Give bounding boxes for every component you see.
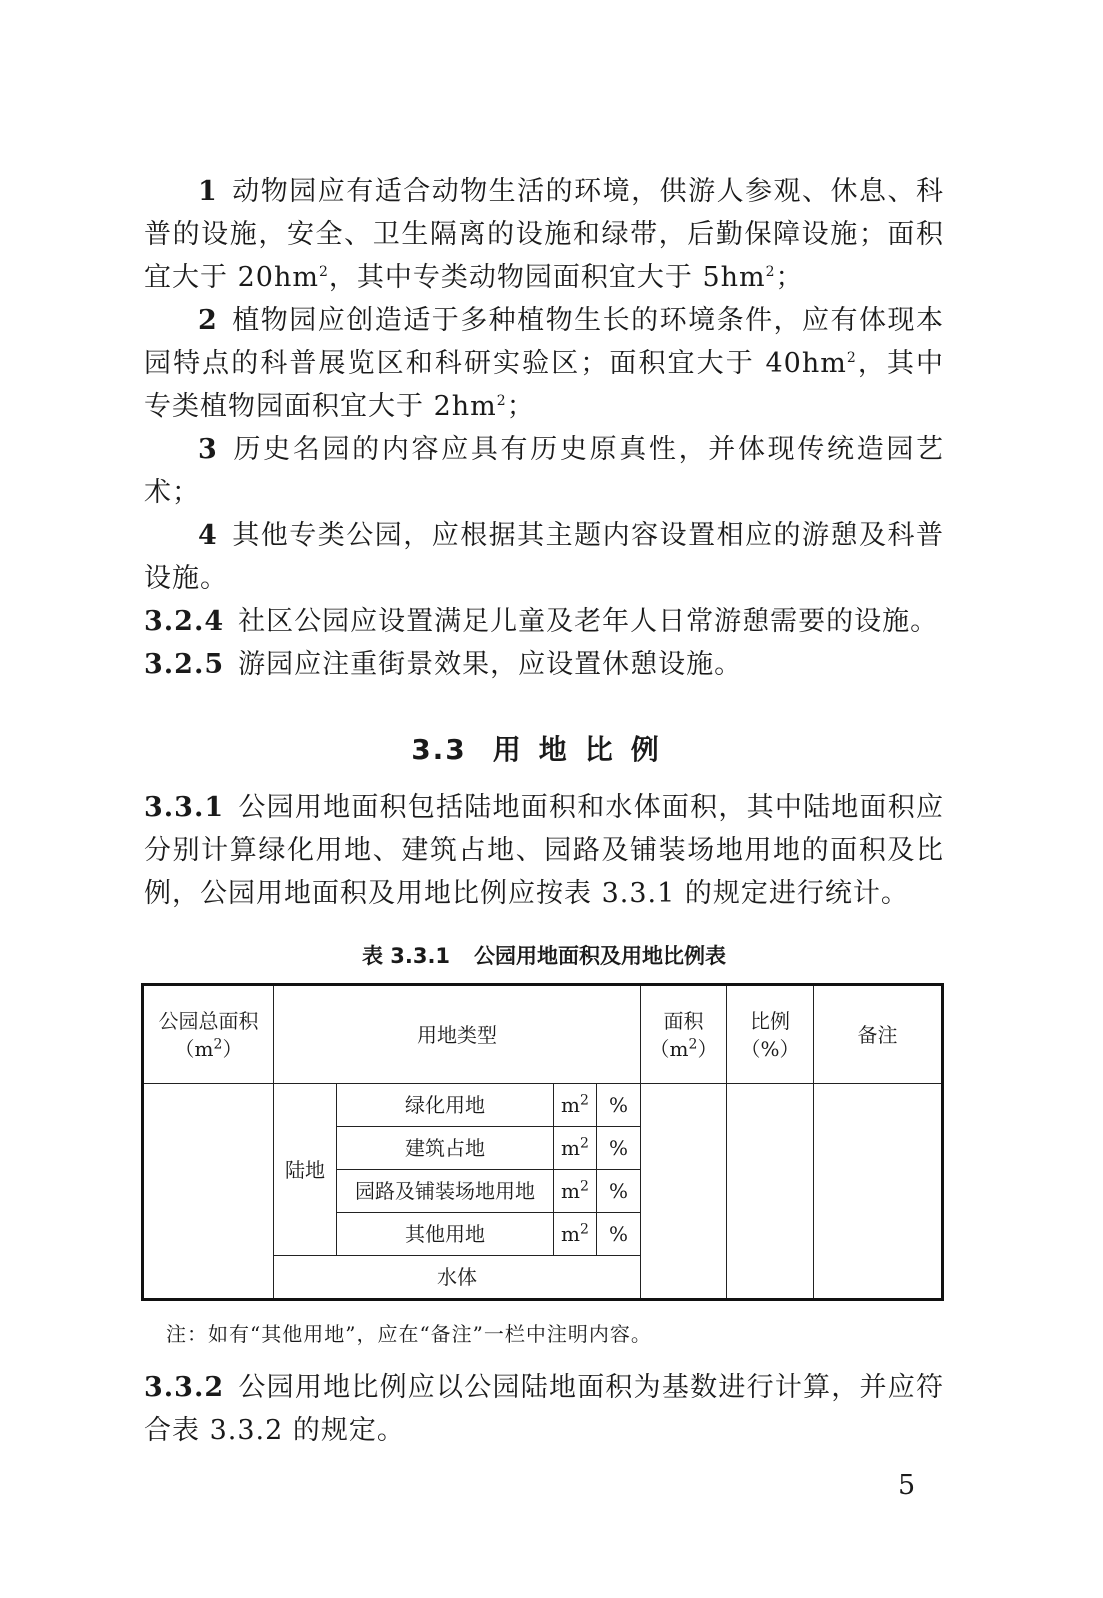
row-name: 其他用地 xyxy=(337,1213,554,1256)
row-name: 园路及铺装场地用地 xyxy=(337,1170,554,1213)
clause-3-2-5 xyxy=(144,643,944,686)
section-number: 3.3 xyxy=(411,733,467,766)
header-area xyxy=(641,985,727,1084)
clause-text: 社区公园应设置满足儿童及老年人日常游憩需要的设施。 xyxy=(238,606,939,637)
superscript: 2 xyxy=(318,264,329,280)
row-unit: $m^2$ xyxy=(554,1084,597,1127)
row-pct: % xyxy=(597,1213,641,1256)
list-text: 植物园应创造适于多种植物生长的环境条件，应有体现本园特点的科普展览区和科研实验区；面积宜大于 40hm xyxy=(144,305,944,379)
clause-number: 3.2.4 xyxy=(144,606,225,637)
page-number: 5 xyxy=(898,1470,916,1501)
clause-3-3-2 xyxy=(144,1366,944,1452)
clause-text: 游园应注重街景效果，应设置休憩设施。 xyxy=(238,649,743,680)
table-header-row xyxy=(143,985,943,1084)
remarks-value-cell xyxy=(814,1084,943,1300)
row-name: 绿化用地 xyxy=(337,1084,554,1127)
row-unit: $m^2$ xyxy=(554,1213,597,1256)
row-pct: % xyxy=(597,1127,641,1170)
header-unit: $(m^2)$ xyxy=(649,1035,718,1061)
list-block xyxy=(144,170,944,686)
clause-3-2-4 xyxy=(144,600,944,643)
water-label-cell: 水体 xyxy=(274,1256,641,1300)
list-text: 动物园应有适合动物生活的环境，供游人参观、休息、科普的设施，安全、卫生隔离的设施和绿带，后勤保障设施；面积宜大于 20hm xyxy=(144,176,944,293)
header-label: 比例 xyxy=(750,1008,790,1033)
header-total-area xyxy=(143,985,274,1084)
section-title-text: 用地比例 xyxy=(492,733,677,766)
section-heading xyxy=(144,728,944,768)
table-row xyxy=(143,1084,943,1127)
clause-block-331 xyxy=(144,786,944,915)
list-number: 3 xyxy=(198,434,218,465)
list-text: 其他专类公园，应根据其主题内容设置相应的游憩及科普设施。 xyxy=(144,520,944,594)
header-unit: $(m^2)$ xyxy=(174,1035,243,1061)
superscript: 2 xyxy=(765,264,776,280)
row-unit: $m^2$ xyxy=(554,1127,597,1170)
land-use-table xyxy=(141,983,944,1301)
clause-text: 公园用地比例应以公园陆地面积为基数进行计算，并应符合表 3.3.2 的规定。 xyxy=(144,1372,944,1446)
table-number: 表 3.3.1 xyxy=(361,944,451,968)
list-text: ； xyxy=(775,262,804,293)
superscript: 2 xyxy=(846,350,857,366)
list-number: 4 xyxy=(198,520,218,551)
clause-block-332 xyxy=(144,1366,944,1452)
clause-text: 公园用地面积包括陆地面积和水体面积，其中陆地面积应分别计算绿化用地、建筑占地、园路及铺装场地用地的面积及比例，公园用地面积及用地比例应按表 3.3.1 的规定进行统计。 xyxy=(144,792,944,909)
clause-number: 3.2.5 xyxy=(144,649,225,680)
list-number: 1 xyxy=(198,176,218,207)
list-text: ，其中专类植物园面积宜大于 2hm xyxy=(144,348,945,422)
list-text: 历史名园的内容应具有历史原真性，并体现传统造园艺术； xyxy=(144,434,944,508)
header-unit: （%） xyxy=(740,1036,800,1061)
list-text: ，其中专类动物园面积宜大于 5hm xyxy=(328,262,766,293)
table-note: 注：如有“其他用地”，应在“备注”一栏中注明内容。 xyxy=(166,1322,652,1346)
clause-number: 3.3.1 xyxy=(144,792,225,823)
list-item-1 xyxy=(144,170,944,299)
list-text: ； xyxy=(506,391,535,422)
area-value-cell xyxy=(641,1084,727,1300)
ratio-value-cell xyxy=(727,1084,814,1300)
row-name: 建筑占地 xyxy=(337,1127,554,1170)
list-item-4 xyxy=(144,514,944,600)
list-item-3 xyxy=(144,428,944,514)
superscript: 2 xyxy=(496,393,507,409)
land-label-cell: 陆地 xyxy=(274,1084,337,1256)
row-pct: % xyxy=(597,1084,641,1127)
header-land-type: 用地类型 xyxy=(274,985,641,1084)
header-label: 面积 xyxy=(663,1008,704,1033)
header-remarks: 备注 xyxy=(814,985,943,1084)
table-caption xyxy=(144,940,944,970)
list-number: 2 xyxy=(198,305,218,336)
header-label: 公园总面积 xyxy=(158,1008,259,1033)
row-unit: $m^2$ xyxy=(554,1170,597,1213)
clause-3-3-1 xyxy=(144,786,944,915)
clause-number: 3.3.2 xyxy=(144,1372,225,1403)
total-area-cell xyxy=(143,1084,274,1300)
list-item-2 xyxy=(144,299,944,428)
row-pct: % xyxy=(597,1170,641,1213)
header-ratio xyxy=(727,985,814,1084)
table-title: 公园用地面积及用地比例表 xyxy=(474,944,727,968)
